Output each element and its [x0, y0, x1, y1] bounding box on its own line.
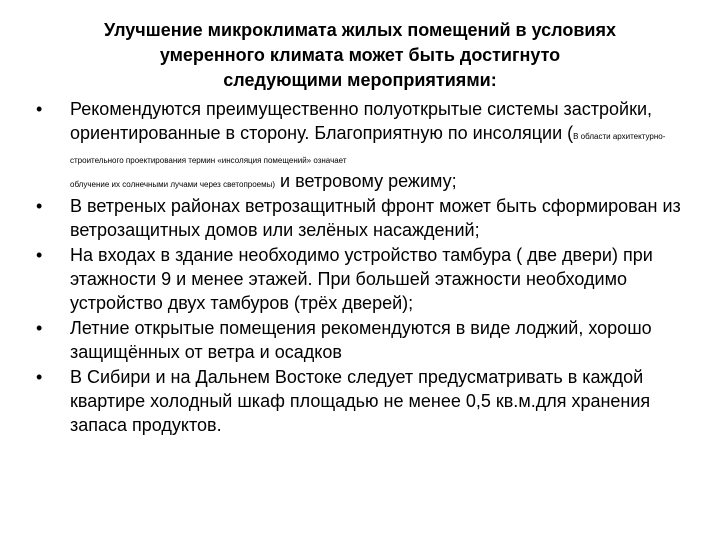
bullet-marker: •: [36, 367, 43, 387]
bullet-item-loggias: [36, 316, 696, 364]
bullet-text: На входах в здание необходимо устройство тамбура ( две двери) при этажности 9 и менее этажей. При большей этажности необходимо устройство двух тамбуров (трёх дверей);: [70, 245, 653, 313]
bullet-text: Летние открытые помещения рекомендуются в виде лоджий, хорошо защищённых от ветра и осадков: [70, 318, 652, 362]
bullet-item-insolation: [36, 97, 696, 193]
bullet-text-end: и ветровому режиму;: [275, 171, 457, 191]
bullet-text: Рекомендуются преимущественно полуоткрытые системы застройки, ориентированные в сторону. Благоприятную по инсоляции (: [70, 99, 653, 143]
bullet-text: В ветреных районах ветрозащитный фронт может быть сформирован из ветрозащитных домов или зелёных насаждений;: [70, 196, 681, 240]
slide-title: [60, 18, 660, 93]
bullet-text: В Сибири и на Дальнем Востоке следует предусматривать в каждой квартире холодный шкаф площадью не менее 0,5 кв.м.для хранения запаса продуктов.: [70, 367, 651, 435]
title-line-2: умеренного климата может быть достигнуто: [159, 45, 561, 65]
bullet-item-cold-cabinet: [36, 365, 696, 437]
bullet-marker: •: [36, 196, 43, 216]
bullet-marker: •: [36, 245, 43, 265]
bullet-marker: •: [36, 318, 43, 338]
title-line-1: Улучшение микроклимата жилых помещений в условиях: [104, 20, 616, 40]
bullet-item-windbreak: [36, 194, 696, 242]
bullet-list: [36, 97, 696, 438]
bullet-marker: •: [36, 99, 43, 119]
footnote-text: В области архитектурно-строительного проектирования термин «инсоляция помещений» означает: [70, 132, 666, 165]
bullet-item-vestibule: [36, 243, 696, 315]
title-line-3: следующими мероприятиями:: [223, 70, 497, 90]
footnote-text-continued: облучение их солнечными лучами через светопроемы): [70, 180, 276, 189]
